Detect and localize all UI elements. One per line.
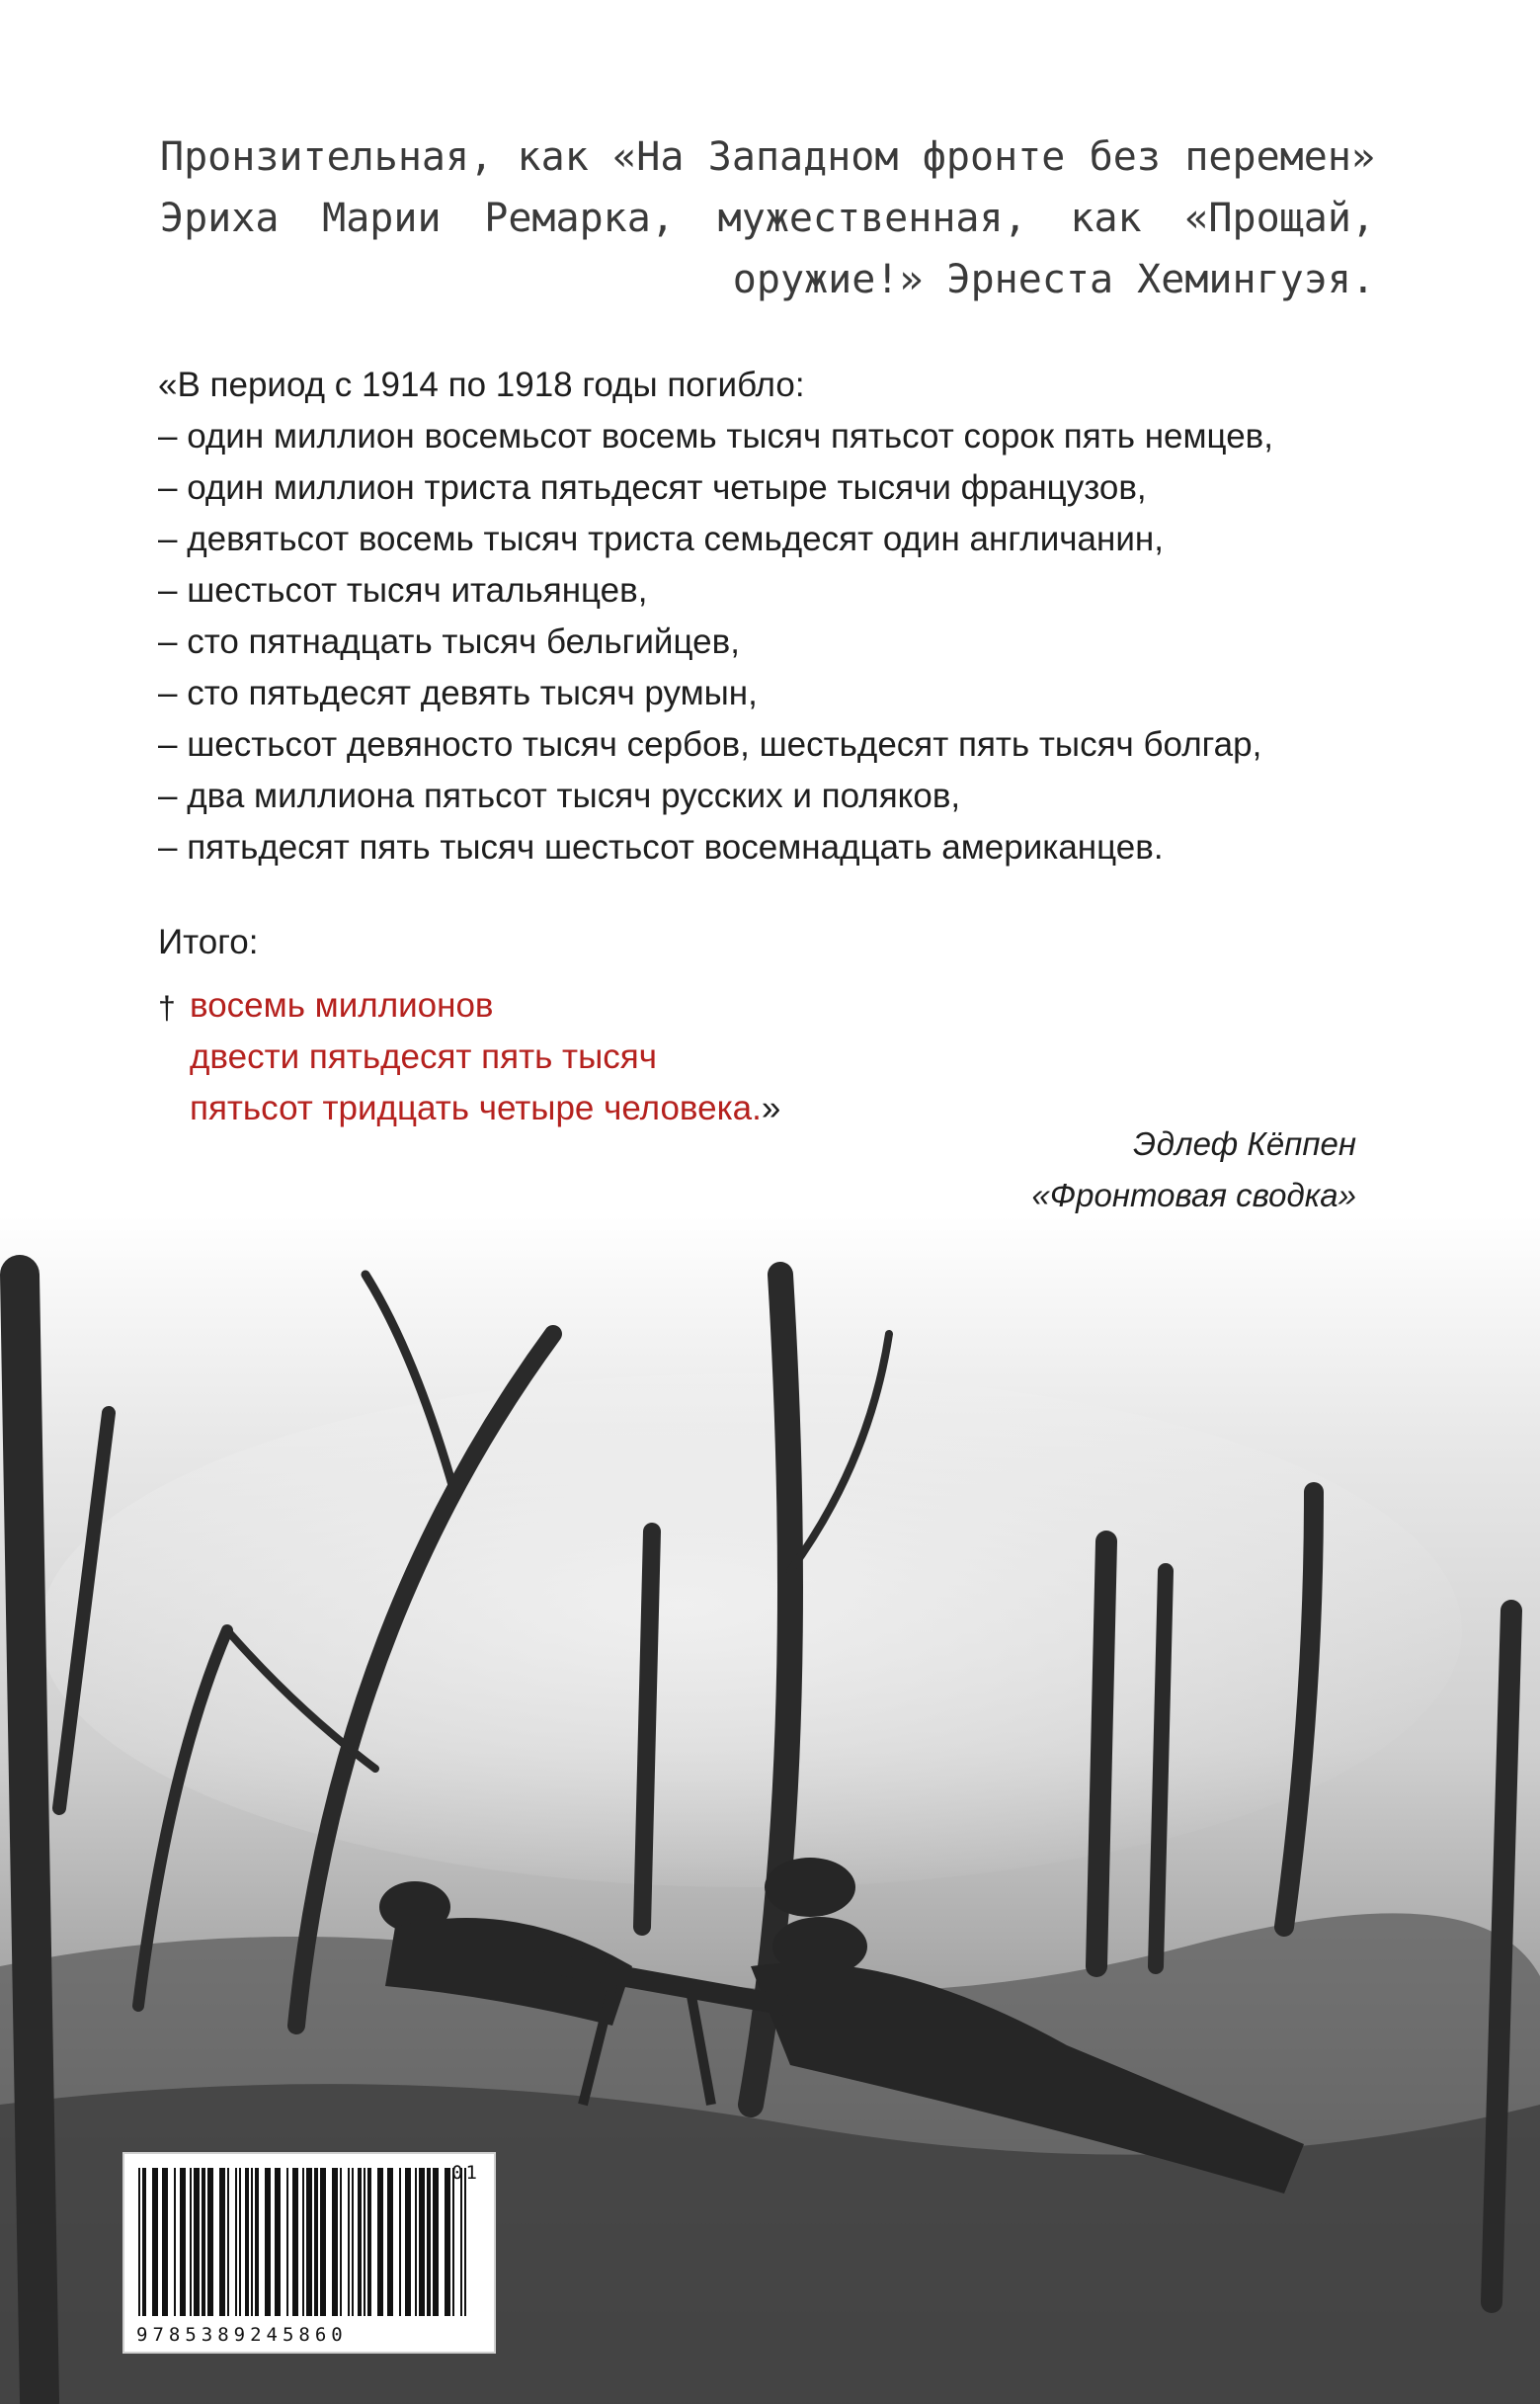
isbn-number: 9785389245860 bbox=[136, 2324, 348, 2346]
work-title: «Фронтовая сводка» bbox=[1031, 1177, 1356, 1213]
barcode-bar bbox=[314, 2168, 318, 2316]
barcode-bar bbox=[194, 2168, 200, 2316]
barcode-bar bbox=[405, 2168, 411, 2316]
barcode-bar bbox=[306, 2168, 312, 2316]
barcode-bar bbox=[190, 2168, 192, 2316]
barcode-bar bbox=[180, 2168, 186, 2316]
barcode-bar bbox=[399, 2168, 401, 2316]
barcode-bar bbox=[245, 2168, 249, 2316]
quote-line: – сто пятьдесят девять тысяч румын, bbox=[158, 674, 758, 712]
total-line-text: восемь миллионов bbox=[190, 986, 494, 1025]
barcode-supplement: 01 bbox=[451, 2162, 480, 2184]
barcode-bar bbox=[367, 2168, 371, 2316]
total-block bbox=[158, 980, 780, 1134]
barcode bbox=[122, 2152, 496, 2354]
barcode-bar bbox=[320, 2168, 326, 2316]
barcode-bar bbox=[142, 2168, 146, 2316]
barcode-bar bbox=[352, 2168, 354, 2316]
quote-line: – девятьсот восемь тысяч триста семьдесят один англичанин, bbox=[158, 520, 1164, 558]
quote-line: «В период с 1914 по 1918 годы погибло: bbox=[158, 366, 805, 404]
quote-line: – один миллион восемьсот восемь тысяч пятьсот сорок пять немцев, bbox=[158, 417, 1273, 456]
barcode-bar bbox=[452, 2168, 454, 2316]
barcode-bar bbox=[251, 2168, 253, 2316]
barcode-bar bbox=[174, 2168, 176, 2316]
total-line-text: пятьсот тридцать четыре человека. bbox=[190, 1089, 762, 1127]
barcode-bar bbox=[152, 2168, 158, 2316]
casualty-quote bbox=[158, 360, 1403, 873]
blurb-text: Пронзительная, как «На Западном фронте без перемен» Эриха Марии Ремарка, мужественная, как «Прощай, оружие!» Эрнеста Хемингуэя. bbox=[160, 134, 1375, 302]
quote-line: – пятьдесят пять тысяч шестьсот восемнадцать американцев. bbox=[158, 828, 1164, 867]
author-name: Эдлеф Кёппен bbox=[1133, 1125, 1356, 1162]
attribution bbox=[1032, 1119, 1356, 1221]
barcode-bar bbox=[377, 2168, 383, 2316]
barcode-bar bbox=[332, 2168, 338, 2316]
barcode-bar bbox=[235, 2168, 237, 2316]
total-line-text: двести пятьдесят пять тысяч bbox=[190, 1037, 657, 1076]
barcode-bar bbox=[364, 2168, 365, 2316]
cross-icon: † bbox=[158, 990, 176, 1026]
barcode-bar bbox=[427, 2168, 431, 2316]
barcode-bar bbox=[207, 2168, 213, 2316]
total-label: Итого: bbox=[158, 923, 259, 961]
barcode-bar bbox=[302, 2168, 304, 2316]
barcode-bar bbox=[460, 2168, 462, 2316]
barcode-bar bbox=[265, 2168, 271, 2316]
quote-line: – шестьсот девяносто тысяч сербов, шестьдесят пять тысяч болгар, bbox=[158, 725, 1262, 764]
barcode-bar bbox=[348, 2168, 350, 2316]
quote-line: – два миллиона пятьсот тысяч русских и поляков, bbox=[158, 777, 961, 815]
barcode-bar bbox=[387, 2168, 393, 2316]
barcode-bar bbox=[202, 2168, 205, 2316]
barcode-bar bbox=[464, 2168, 466, 2316]
barcode-bar bbox=[292, 2168, 298, 2316]
barcode-bar bbox=[445, 2168, 450, 2316]
barcode-bars bbox=[124, 2154, 494, 2352]
total-line bbox=[158, 1032, 780, 1083]
quote-line: – шестьсот тысяч итальянцев, bbox=[158, 571, 648, 610]
barcode-bar bbox=[227, 2168, 229, 2316]
quote-line: – один миллион триста пятьдесят четыре тысячи французов, bbox=[158, 468, 1147, 507]
barcode-bar bbox=[239, 2168, 241, 2316]
barcode-bar bbox=[433, 2168, 439, 2316]
barcode-bar bbox=[219, 2168, 225, 2316]
barcode-bar bbox=[419, 2168, 425, 2316]
total-line bbox=[158, 1083, 780, 1134]
barcode-bar bbox=[415, 2168, 417, 2316]
quote-line: – сто пятнадцать тысяч бельгийцев, bbox=[158, 622, 740, 661]
barcode-bar bbox=[275, 2168, 281, 2316]
close-quote: » bbox=[761, 1089, 781, 1127]
barcode-bar bbox=[162, 2168, 168, 2316]
total-line bbox=[158, 980, 780, 1032]
barcode-bar bbox=[358, 2168, 362, 2316]
barcode-bar bbox=[255, 2168, 259, 2316]
barcode-bar bbox=[340, 2168, 342, 2316]
barcode-bar bbox=[138, 2168, 140, 2316]
barcode-bar bbox=[286, 2168, 288, 2316]
